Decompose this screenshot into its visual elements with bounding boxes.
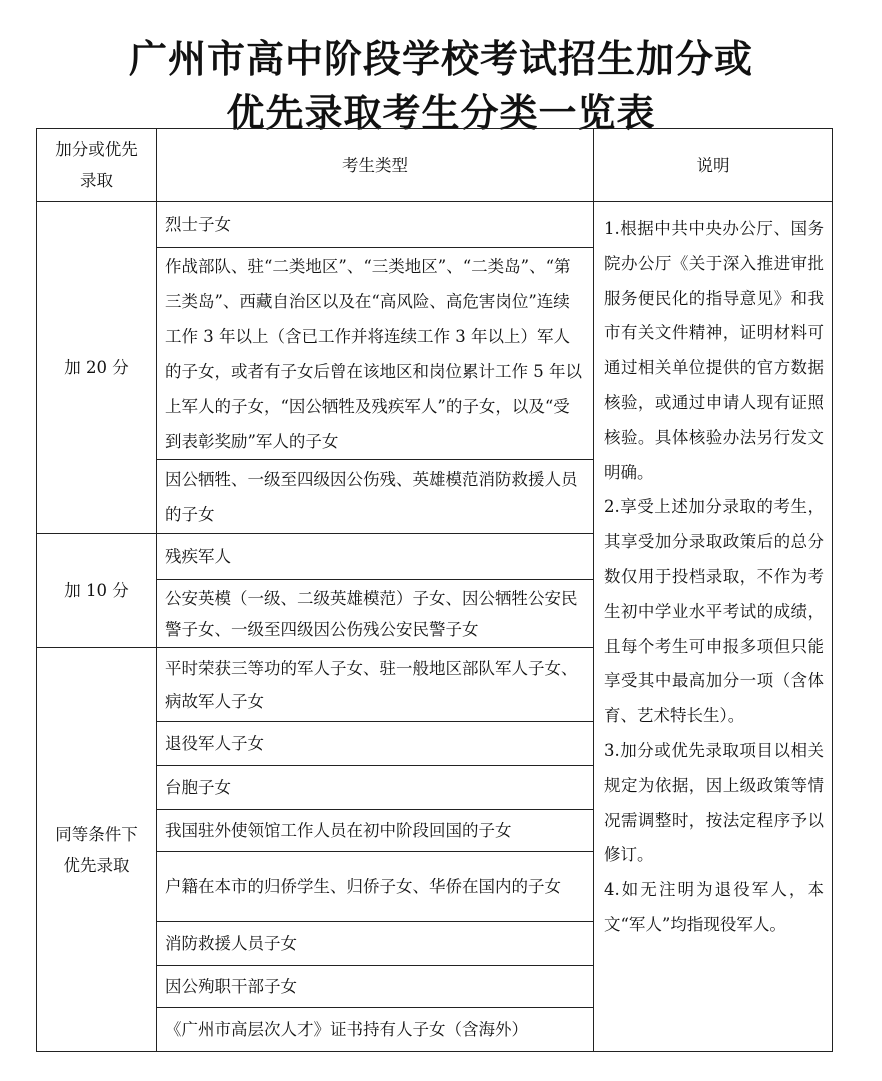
- candidate-type-cell: 残疾军人: [157, 534, 594, 580]
- candidate-type-cell: 公安英模（一级、二级英雄模范）子女、因公牺牲公安民警子女、一级至四级因公伤残公安民警子女: [157, 580, 594, 648]
- note-4: 4.如无注明为退役军人，本文“军人”均指现役军人。: [604, 880, 824, 934]
- category-plus-10: 加 10 分: [37, 534, 157, 648]
- candidate-type-cell: 我国驻外使领馆工作人员在初中阶段回国的子女: [157, 810, 594, 852]
- bonus-points-table: [36, 128, 833, 1052]
- candidate-type-cell: 台胞子女: [157, 766, 594, 810]
- candidate-type-cell: 退役军人子女: [157, 722, 594, 766]
- candidate-type-cell: 《广州市高层次人才》证书持有人子女（含海外）: [157, 1008, 594, 1052]
- page-title-line-1: 广州市高中阶段学校考试招生加分或: [128, 36, 753, 81]
- note-3: 3.加分或优先录取项目以相关规定为依据，因上级政策等情况需调整时，按法定程序予以修订。: [604, 740, 824, 865]
- header-bonus-type: 加分或优先 录取: [37, 129, 157, 202]
- candidate-type-cell: 消防救援人员子女: [157, 922, 594, 966]
- page-title-line-2: 优先录取考生分类一览表: [226, 90, 656, 135]
- table-row: [37, 202, 833, 248]
- candidate-type-cell: 户籍在本市的归侨学生、归侨子女、华侨在国内的子女: [157, 852, 594, 922]
- notes-cell: [594, 202, 833, 1052]
- table-header-row: [37, 129, 833, 202]
- note-2: 2.享受上述加分录取的考生，其享受加分录取政策后的总分数仅用于投档录取，不作为考生初中学业水平考试的成绩，且每个考生可申报多项但只能享受其中最高加分一项（含体育、艺术特长生）。: [604, 497, 824, 726]
- category-plus-20: 加 20 分: [37, 202, 157, 534]
- candidate-type-cell: 因公牺牲、一级至四级因公伤残、英雄模范消防救援人员的子女: [157, 460, 594, 534]
- note-1: 1.根据中共中央办公厅、国务院办公厅《关于深入推进审批服务便民化的指导意见》和我市有关文件精神，证明材料可通过相关单位提供的官方数据核验，或通过申请人现有证照核验。具体核验办法另行发文明确。: [604, 219, 824, 482]
- candidate-type-cell: 因公殉职干部子女: [157, 966, 594, 1008]
- candidate-type-cell: 作战部队、驻“二类地区”、“三类地区”、“二类岛”、“第三类岛”、西藏自治区以及在“高风险、高危害岗位”连续工作 3 年以上（含已工作并将连续工作 3 年以上）军人的子女，或者有子女后曾在该地区和岗位累计工作 5 年以上军人的子女，“因公牺牲及残疾军人”的子女，以及“受到表彰奖励”军人的子女: [157, 248, 594, 460]
- header-notes: 说明: [594, 129, 833, 202]
- category-priority-admission: 同等条件下 优先录取: [37, 648, 157, 1052]
- header-candidate-type: 考生类型: [157, 129, 594, 202]
- candidate-type-cell: 烈士子女: [157, 202, 594, 248]
- candidate-type-cell: 平时荣获三等功的军人子女、驻一般地区部队军人子女、病故军人子女: [157, 648, 594, 722]
